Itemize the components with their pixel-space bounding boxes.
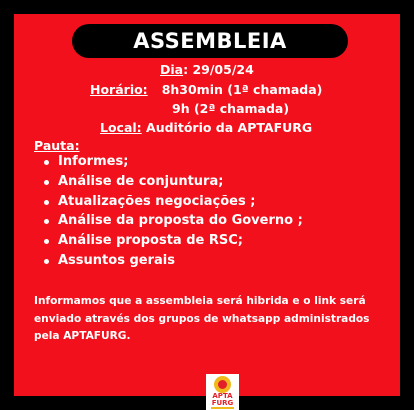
logo-bar (211, 407, 234, 409)
aptafurg-logo (206, 374, 239, 410)
agenda-item: Análise de conjuntura; (40, 172, 303, 192)
date-label: Dia (160, 62, 184, 77)
time-value-first: 8h30min (1ª chamada) (161, 82, 323, 97)
announcement-card (14, 14, 400, 407)
date-line (160, 62, 254, 77)
agenda-label: Pauta: (34, 138, 80, 153)
logo-text: APTA FURG (211, 392, 234, 407)
time-value-second: 9h (2ª chamada) (172, 101, 290, 116)
time-second-line (172, 101, 289, 116)
agenda-item: Assuntos gerais (40, 251, 303, 271)
agenda-item: Análise da proposta do Governo ; (40, 211, 303, 231)
time-label: Horário: (90, 82, 148, 97)
logo-emblem-icon (214, 376, 231, 393)
agenda-list (40, 152, 303, 271)
page-title: ASSEMBLEIA (72, 24, 348, 58)
date-value: : 29/05/24 (183, 62, 254, 77)
location-value: Auditório da APTAFURG (141, 120, 313, 135)
location-label: Local: (100, 120, 142, 135)
location-line (100, 120, 312, 135)
notice-text: Informamos que a assembleia será hibrida e o link será enviado através dos grupos de whatsapp administrados pela APTAFURG. (34, 295, 370, 342)
agenda-item: Informes; (40, 152, 303, 172)
time-line (90, 82, 322, 97)
agenda-item: Análise proposta de RSC; (40, 231, 303, 251)
agenda-item: Atualizações negociações ; (40, 192, 303, 212)
